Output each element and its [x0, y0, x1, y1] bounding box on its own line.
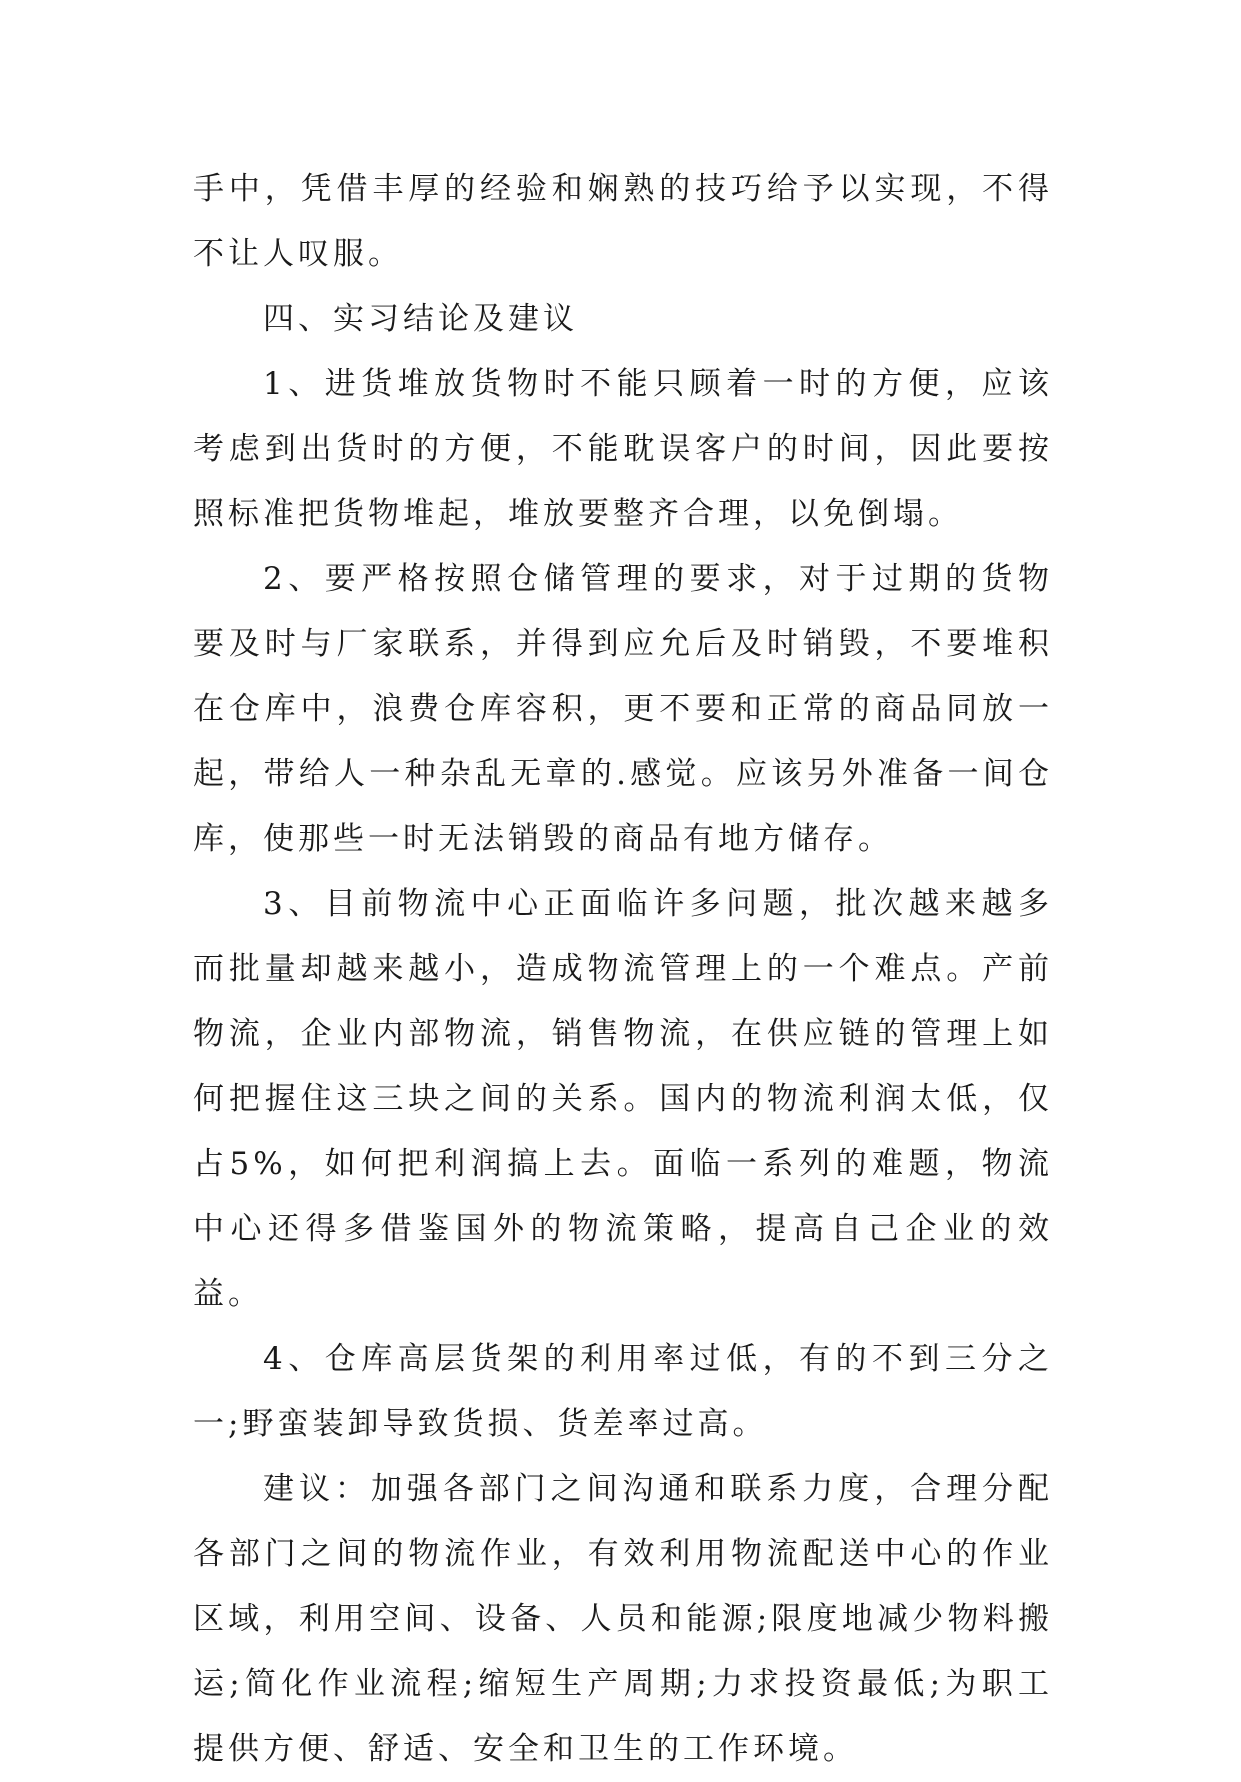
section-heading: 四、实习结论及建议 — [263, 301, 578, 337]
paragraph-point-3: 3、目前物流中心正面临许多问题，批次越来越多而批量却越来越小，造成物流管理上的一个难点。产前物流，企业内部物流，销售物流，在供应链的管理上如何把握住这三块之间的关系。国内的物流利润太低，仅占5%，如何把利润搞上去。面临一系列的难题，物流中心还得多借鉴国外的物流策略，提高自己企业的效益。 — [193, 886, 1053, 1312]
paragraph-point-1: 1、进货堆放货物时不能只顾着一时的方便，应该考虑到出货时的方便，不能耽误客户的时间，因此要按照标准把货物堆起，堆放要整齐合理，以免倒塌。 — [193, 366, 1053, 532]
paragraph-suggestion: 建议：加强各部门之间沟通和联系力度，合理分配各部门之间的物流作业，有效利用物流配送中心的作业区域，利用空间、设备、人员和能源;限度地减少物料搬运;简化作业流程;缩短生产周期;力求投资最低;为职工提供方便、舒适、安全和卫生的工作环境。 — [193, 1471, 1053, 1767]
paragraph-continuation: 手中，凭借丰厚的经验和娴熟的技巧给予以实现，不得不让人叹服。 — [193, 171, 1053, 272]
document-body — [193, 157, 1053, 1782]
paragraph-point-2: 2、要严格按照仓储管理的要求，对于过期的货物要及时与厂家联系，并得到应允后及时销毁，不要堆积在仓库中，浪费仓库容积，更不要和正常的商品同放一起，带给人一种杂乱无章的.感觉。应该另外准备一间仓库，使那些一时无法销毁的商品有地方储存。 — [193, 561, 1053, 857]
paragraph-point-4: 4、仓库高层货架的利用率过低，有的不到三分之一;野蛮装卸导致货损、货差率过高。 — [193, 1341, 1053, 1442]
